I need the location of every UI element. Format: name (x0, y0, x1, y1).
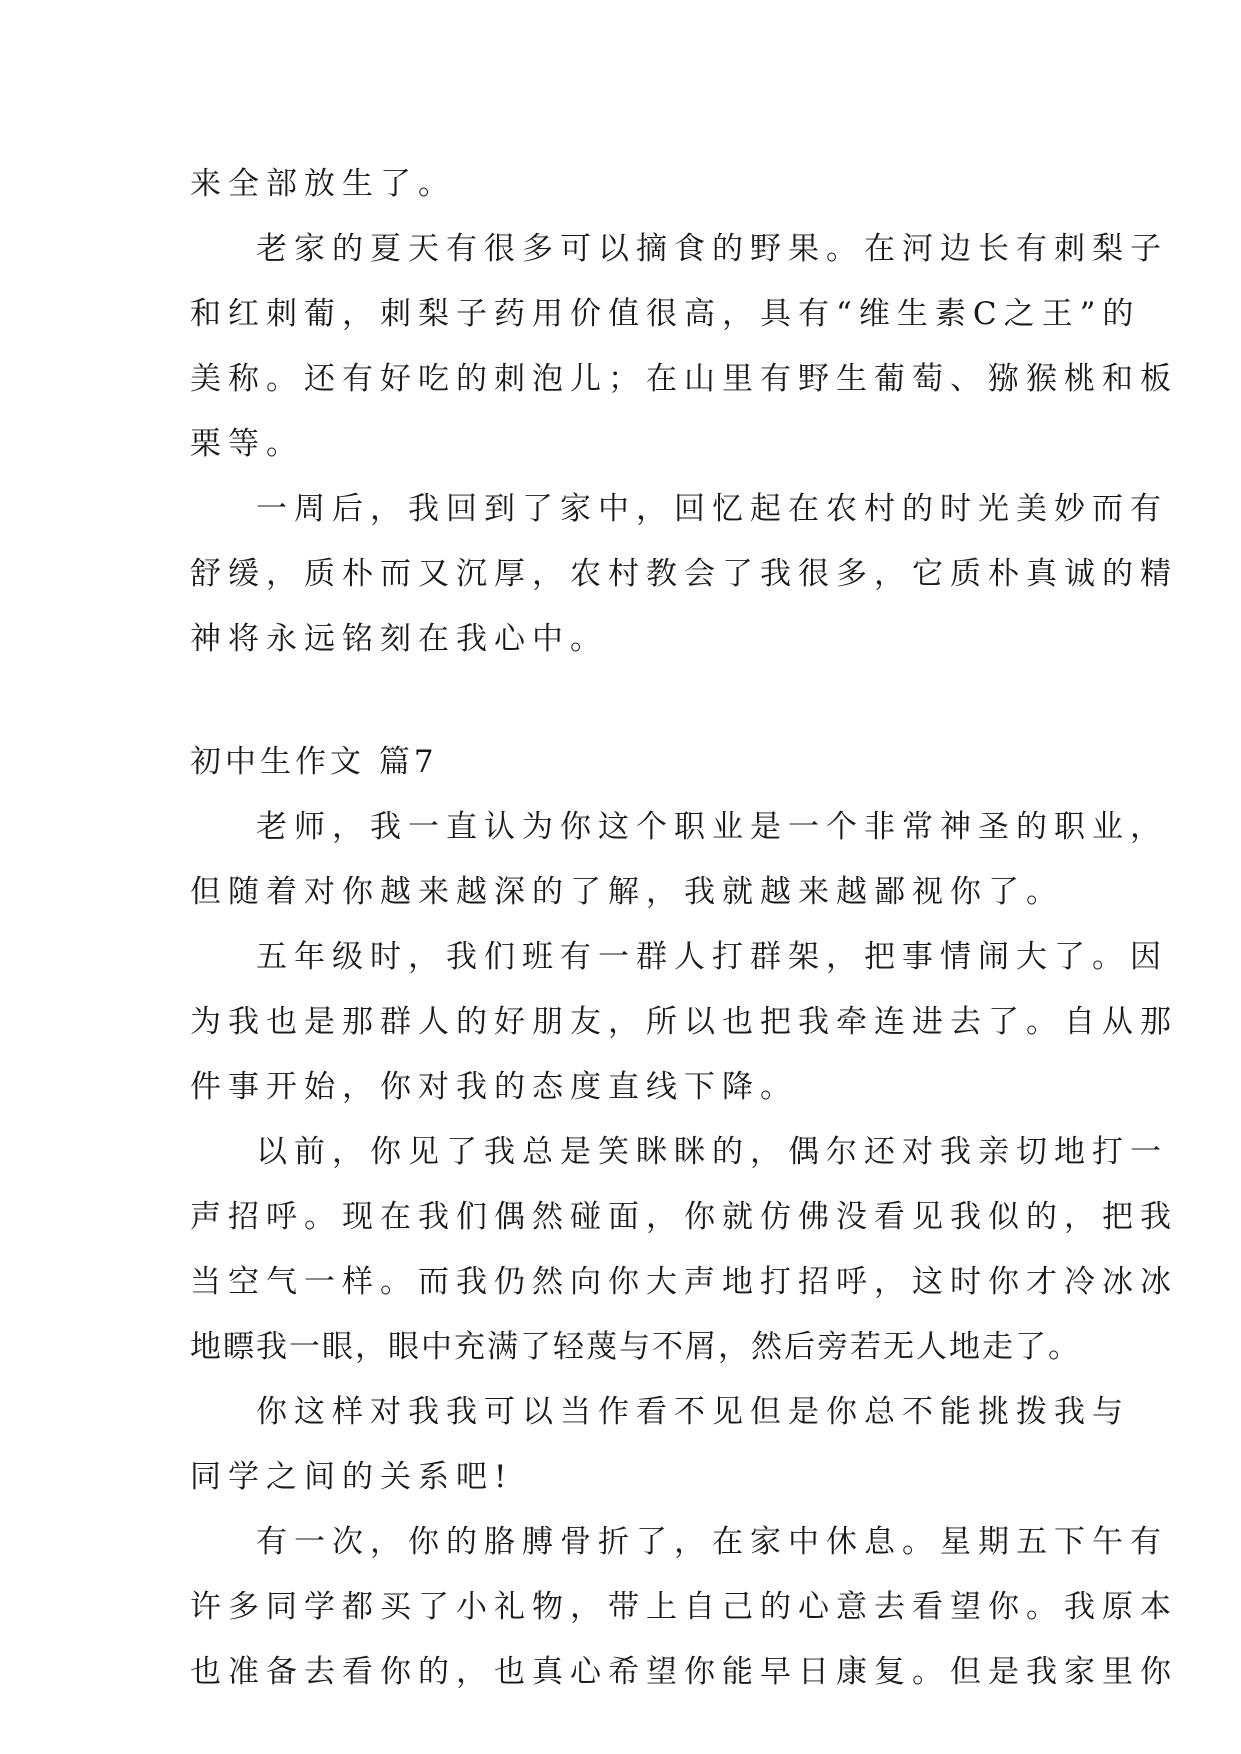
paragraph-line: 舒缓，质朴而又沉厚，农村教会了我很多，它质朴真诚的精 (190, 556, 1178, 592)
paragraph-line: 当空气一样。而我仍然向你大声地打招呼，这时你才冷冰冰 (190, 1264, 1178, 1300)
paragraph-line: 来全部放生了。 (190, 166, 456, 202)
paragraph-line: 一周后，我回到了家中，回忆起在农村的时光美妙而有 (256, 491, 1168, 527)
paragraph-line: 但随着对你越来越深的了解，我就越来越鄙视你了。 (190, 874, 1064, 910)
paragraph-line: 为我也是那群人的好朋友，所以也把我牵连进去了。自从那 (190, 1004, 1178, 1040)
paragraph-line: 你这样对我我可以当作看不见但是你总不能挑拨我与 (256, 1394, 1130, 1430)
paragraph-line: 美称。还有好吃的刺泡儿；在山里有野生葡萄、猕猴桃和板 (190, 361, 1178, 397)
paragraph-line: 也准备去看你的，也真心希望你能早日康复。但是我家里你 (190, 1654, 1178, 1690)
paragraph-line: 许多同学都买了小礼物，带上自己的心意去看望你。我原本 (190, 1589, 1178, 1625)
paragraph-line: 有一次，你的胳膊骨折了，在家中休息。星期五下午有 (256, 1524, 1168, 1560)
paragraph-line: 同学之间的关系吧! (190, 1459, 514, 1495)
paragraph-line: 声招呼。现在我们偶然碰面，你就仿佛没看见我似的，把我 (190, 1199, 1178, 1235)
paragraph-line: 神将永远铭刻在我心中。 (190, 621, 608, 657)
paragraph-line: 老师，我一直认为你这个职业是一个非常神圣的职业， (256, 809, 1168, 845)
section-gap (190, 684, 1060, 742)
section-heading: 初中生作文 篇7 (190, 744, 438, 780)
paragraph-line: 老家的夏天有很多可以摘食的野果。在河边长有刺梨子 (256, 231, 1168, 267)
paragraph-line: 件事开始，你对我的态度直线下降。 (190, 1069, 798, 1105)
paragraph-line: 五年级时，我们班有一群人打群架，把事情闹大了。因 (256, 939, 1168, 975)
paragraph-line: 和红刺葡，刺梨子药用价值很高，具有“维生素C之王”的 (190, 296, 1141, 332)
paragraph-line: 以前，你见了我总是笑眯眯的，偶尔还对我亲切地打一 (256, 1134, 1168, 1170)
document-page (190, 164, 1178, 1717)
paragraph-line: 地瞟我一眼，眼中充满了轻蔑与不屑，然后旁若无人地走了。 (190, 1329, 1081, 1365)
paragraph-line: 栗等。 (190, 426, 304, 462)
